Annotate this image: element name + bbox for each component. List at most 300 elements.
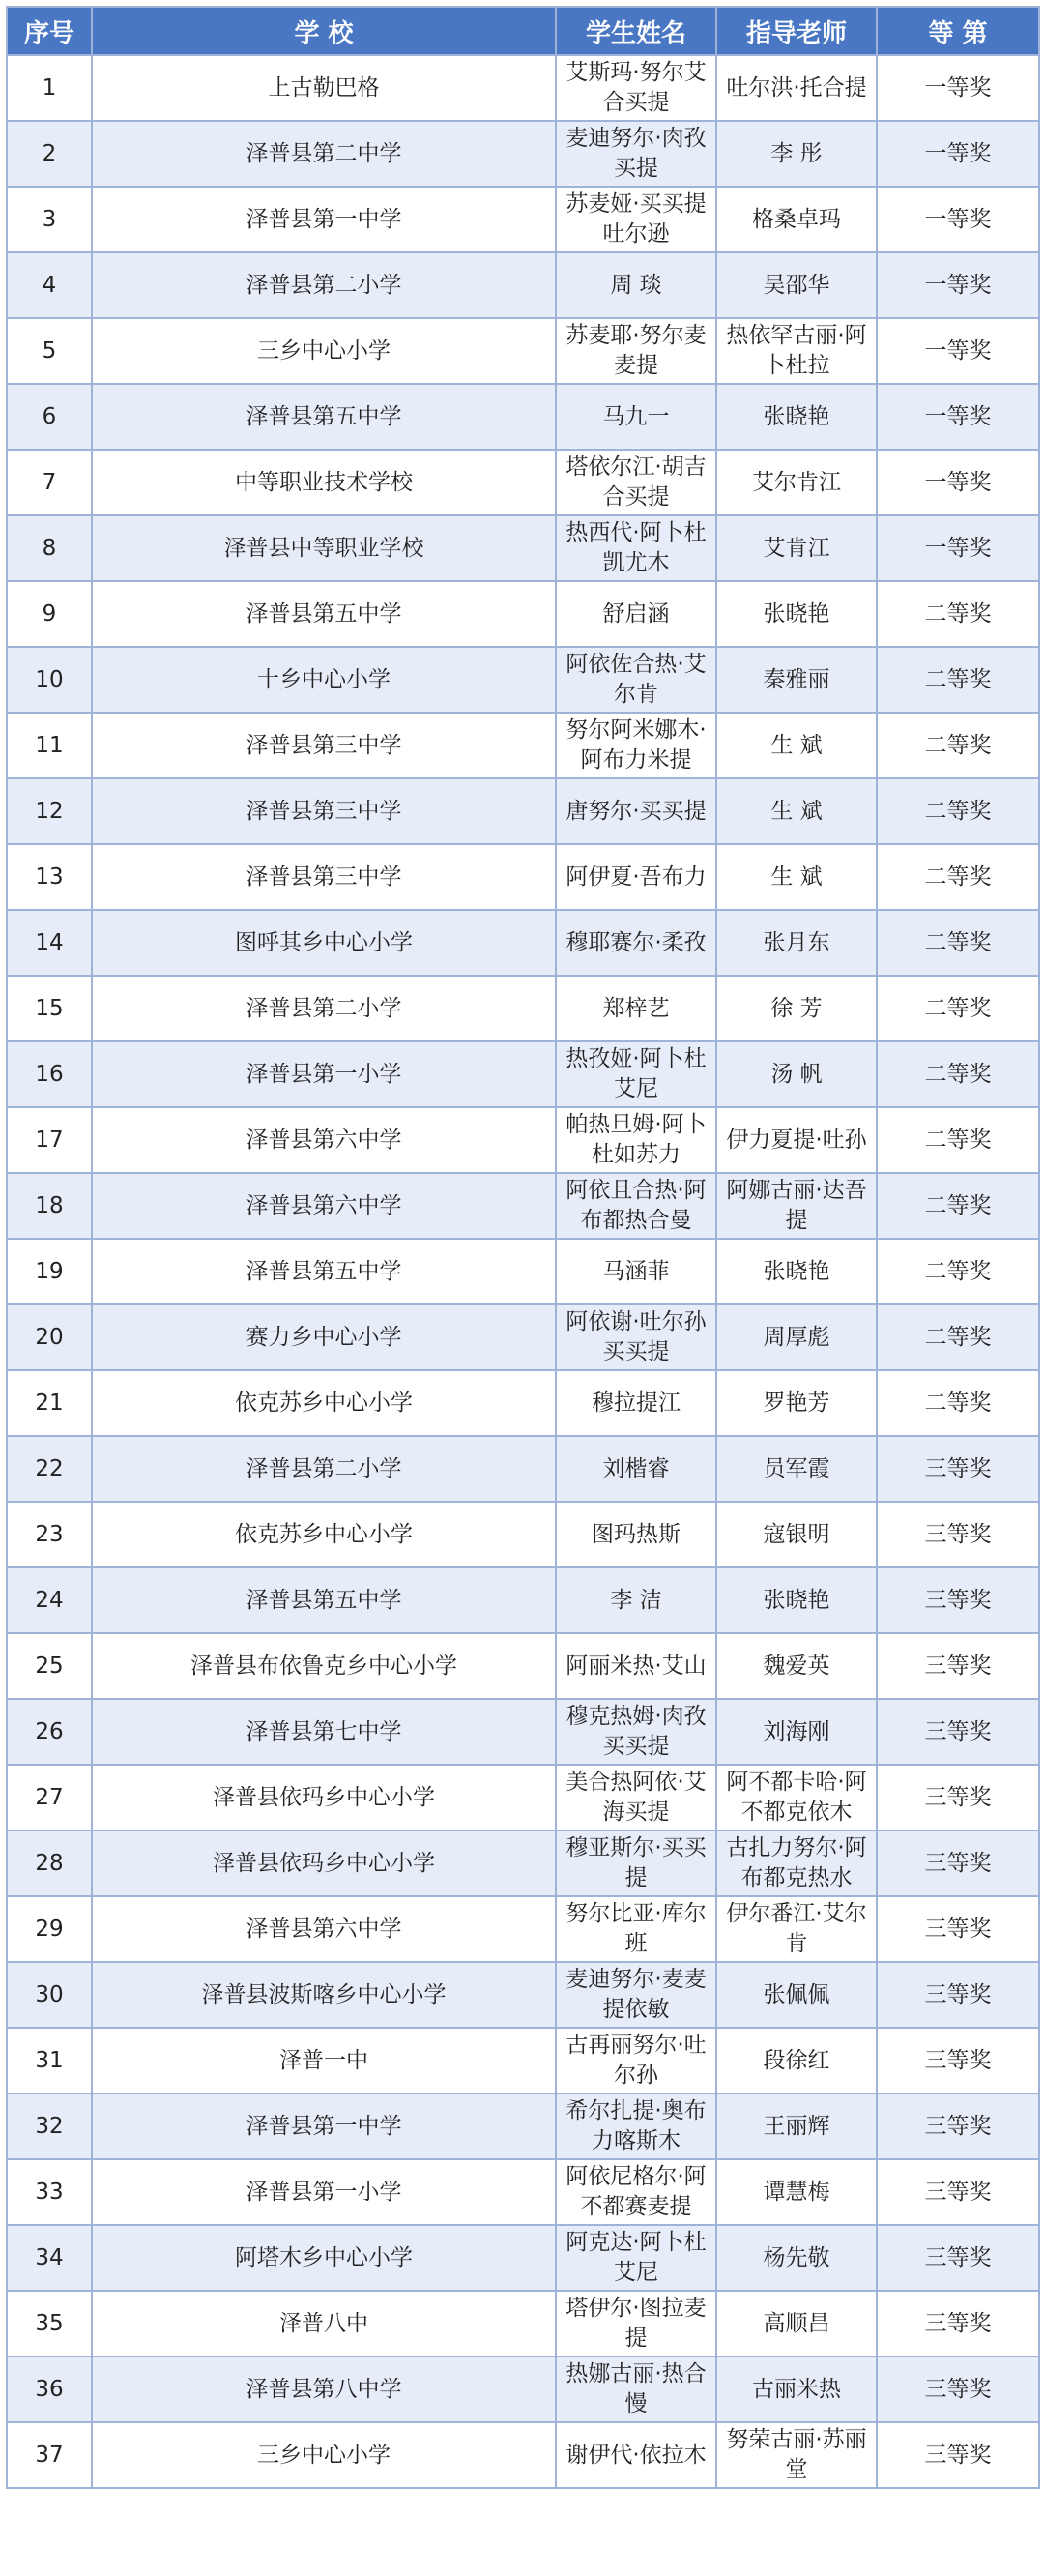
cell-teacher bbox=[716, 1765, 877, 1830]
cell-student-name-text: 阿伊夏·吾布力 bbox=[566, 864, 707, 890]
cell-teacher-text: 李 彤 bbox=[770, 140, 823, 166]
cell-school-text: 泽普县第二小学 bbox=[246, 1455, 402, 1481]
cell-grade bbox=[877, 1699, 1039, 1765]
cell-grade-text: 三等奖 bbox=[924, 1850, 992, 1876]
cell-number bbox=[7, 2093, 92, 2159]
cell-school bbox=[92, 1699, 556, 1765]
table-body bbox=[7, 55, 1039, 2488]
cell-grade bbox=[877, 2225, 1039, 2291]
cell-number bbox=[7, 121, 92, 187]
cell-number-text: 23 bbox=[35, 1521, 64, 1547]
cell-student-name bbox=[556, 976, 716, 1041]
cell-school bbox=[92, 384, 556, 450]
cell-teacher-text: 阿不都卡哈·阿不都克依木 bbox=[726, 1770, 867, 1825]
cell-school bbox=[92, 252, 556, 318]
cell-teacher bbox=[716, 450, 877, 515]
cell-number-text: 15 bbox=[35, 995, 64, 1021]
cell-teacher-text: 谭慧梅 bbox=[763, 2179, 830, 2205]
table-row bbox=[7, 252, 1039, 318]
cell-student-name-text: 穆拉提江 bbox=[592, 1390, 681, 1416]
cell-student-name-text: 阿克达·阿卜杜艾尼 bbox=[566, 2230, 707, 2285]
cell-grade bbox=[877, 976, 1039, 1041]
cell-number-text: 35 bbox=[35, 2310, 64, 2336]
cell-school-text: 图呼其乡中心小学 bbox=[235, 929, 413, 955]
cell-school bbox=[92, 515, 556, 581]
cell-student-name-text: 麦迪努尔·肉孜买提 bbox=[566, 126, 707, 181]
cell-number-text: 3 bbox=[42, 206, 57, 232]
cell-school-text: 泽普县依玛乡中心小学 bbox=[213, 1850, 435, 1876]
cell-grade bbox=[877, 2291, 1039, 2356]
cell-student-name-text: 热孜娅·阿卜杜艾尼 bbox=[566, 1046, 707, 1101]
table-row bbox=[7, 910, 1039, 976]
table-row bbox=[7, 121, 1039, 187]
cell-school-text: 泽普县第一中学 bbox=[246, 206, 402, 232]
table-row bbox=[7, 1765, 1039, 1830]
cell-student-name-text: 热娜古丽·热合慢 bbox=[566, 2361, 707, 2416]
cell-teacher-text: 伊尔番江·艾尔肯 bbox=[726, 1901, 867, 1956]
cell-school-text: 泽普县第五中学 bbox=[246, 600, 402, 627]
cell-student-name bbox=[556, 1436, 716, 1502]
cell-number-text: 27 bbox=[35, 1784, 64, 1810]
cell-grade-text: 二等奖 bbox=[924, 1192, 992, 1218]
cell-school-text: 泽普县第六中学 bbox=[246, 1127, 402, 1153]
cell-school bbox=[92, 1436, 556, 1502]
cell-student-name-text: 努尔比亚·库尔班 bbox=[566, 1901, 707, 1956]
cell-grade-text: 二等奖 bbox=[924, 732, 992, 758]
cell-grade bbox=[877, 2422, 1039, 2488]
cell-school bbox=[92, 1962, 556, 2028]
cell-grade-text: 三等奖 bbox=[924, 2047, 992, 2073]
cell-school-text: 泽普县第一中学 bbox=[246, 2113, 402, 2139]
cell-student-name bbox=[556, 1239, 716, 1304]
cell-grade bbox=[877, 1896, 1039, 1962]
cell-student-name bbox=[556, 450, 716, 515]
cell-number-text: 21 bbox=[35, 1390, 64, 1416]
cell-number bbox=[7, 2028, 92, 2093]
cell-grade-text: 二等奖 bbox=[924, 600, 992, 627]
cell-teacher bbox=[716, 844, 877, 910]
table-row bbox=[7, 1830, 1039, 1896]
cell-grade-text: 二等奖 bbox=[924, 666, 992, 692]
cell-grade-text: 一等奖 bbox=[924, 272, 992, 298]
cell-student-name bbox=[556, 1567, 716, 1633]
cell-grade-text: 二等奖 bbox=[924, 864, 992, 890]
table-row bbox=[7, 844, 1039, 910]
cell-school-text: 泽普县第一小学 bbox=[246, 1061, 402, 1087]
cell-grade bbox=[877, 2159, 1039, 2225]
cell-teacher bbox=[716, 384, 877, 450]
cell-number bbox=[7, 647, 92, 713]
cell-number-text: 34 bbox=[35, 2244, 64, 2270]
cell-number bbox=[7, 1370, 92, 1436]
award-table bbox=[6, 6, 1040, 2489]
cell-grade bbox=[877, 1436, 1039, 1502]
cell-student-name-text: 唐努尔·买买提 bbox=[566, 798, 707, 824]
cell-student-name bbox=[556, 1896, 716, 1962]
cell-school bbox=[92, 2291, 556, 2356]
cell-school-text: 泽普县第五中学 bbox=[246, 403, 402, 429]
cell-grade-text: 三等奖 bbox=[924, 2113, 992, 2139]
cell-number-text: 28 bbox=[35, 1850, 64, 1876]
cell-student-name bbox=[556, 2093, 716, 2159]
cell-number-text: 33 bbox=[35, 2179, 64, 2205]
cell-grade-text: 一等奖 bbox=[924, 469, 992, 495]
cell-number bbox=[7, 1567, 92, 1633]
cell-school-text: 泽普县第三中学 bbox=[246, 864, 402, 890]
cell-number-text: 19 bbox=[35, 1258, 64, 1284]
cell-school-text: 泽普县第八中学 bbox=[246, 2376, 402, 2402]
cell-grade bbox=[877, 581, 1039, 647]
cell-school bbox=[92, 1304, 556, 1370]
cell-teacher bbox=[716, 252, 877, 318]
cell-student-name-text: 帕热旦姆·阿卜杜如苏力 bbox=[566, 1112, 707, 1167]
award-list bbox=[6, 6, 1038, 2489]
cell-grade-text: 三等奖 bbox=[924, 1587, 992, 1613]
table-row bbox=[7, 2422, 1039, 2488]
cell-number-text: 31 bbox=[35, 2047, 64, 2073]
table-row bbox=[7, 1173, 1039, 1239]
cell-number-text: 32 bbox=[35, 2113, 64, 2139]
table-row bbox=[7, 2028, 1039, 2093]
cell-student-name bbox=[556, 2225, 716, 2291]
cell-student-name-text: 苏麦耶·努尔麦麦提 bbox=[566, 323, 707, 378]
table-row bbox=[7, 1436, 1039, 1502]
cell-grade-text: 二等奖 bbox=[924, 1061, 992, 1087]
cell-school bbox=[92, 2225, 556, 2291]
cell-student-name bbox=[556, 1962, 716, 2028]
cell-school bbox=[92, 318, 556, 384]
cell-grade-text: 三等奖 bbox=[924, 2376, 992, 2402]
header-teacher: 指导老师 bbox=[716, 7, 877, 55]
table-row bbox=[7, 384, 1039, 450]
cell-school-text: 赛力乡中心小学 bbox=[246, 1324, 402, 1350]
cell-student-name bbox=[556, 2159, 716, 2225]
cell-school bbox=[92, 1107, 556, 1173]
cell-number-text: 7 bbox=[42, 469, 57, 495]
cell-teacher bbox=[716, 2093, 877, 2159]
cell-school-text: 泽普县第三中学 bbox=[246, 732, 402, 758]
cell-school bbox=[92, 976, 556, 1041]
table-row bbox=[7, 450, 1039, 515]
table-row bbox=[7, 581, 1039, 647]
cell-number bbox=[7, 1041, 92, 1107]
cell-teacher-text: 张晓艳 bbox=[763, 1587, 830, 1613]
cell-number-text: 8 bbox=[42, 535, 57, 561]
cell-student-name-text: 阿依且合热·阿布都热合曼 bbox=[566, 1178, 707, 1233]
cell-school-text: 泽普县第五中学 bbox=[246, 1258, 402, 1284]
cell-teacher-text: 吴邵华 bbox=[763, 272, 830, 298]
cell-student-name-text: 舒启涵 bbox=[602, 600, 670, 627]
cell-student-name bbox=[556, 55, 716, 121]
cell-student-name bbox=[556, 1370, 716, 1436]
cell-school-text: 泽普县布依鲁克乡中心小学 bbox=[190, 1653, 457, 1679]
cell-teacher-text: 格桑卓玛 bbox=[752, 206, 841, 232]
cell-number bbox=[7, 1502, 92, 1567]
cell-school bbox=[92, 1370, 556, 1436]
cell-teacher bbox=[716, 1173, 877, 1239]
cell-teacher bbox=[716, 1502, 877, 1567]
cell-teacher bbox=[716, 515, 877, 581]
cell-school bbox=[92, 1173, 556, 1239]
cell-school-text: 泽普一中 bbox=[279, 2047, 368, 2073]
cell-grade bbox=[877, 844, 1039, 910]
cell-teacher bbox=[716, 647, 877, 713]
cell-teacher bbox=[716, 1436, 877, 1502]
table-row bbox=[7, 1304, 1039, 1370]
cell-grade-text: 三等奖 bbox=[924, 1718, 992, 1744]
cell-grade-text: 三等奖 bbox=[924, 1521, 992, 1547]
cell-grade bbox=[877, 2093, 1039, 2159]
cell-student-name bbox=[556, 1304, 716, 1370]
cell-teacher-text: 王丽辉 bbox=[763, 2113, 830, 2139]
cell-teacher-text: 张晓艳 bbox=[763, 600, 830, 627]
cell-student-name bbox=[556, 252, 716, 318]
cell-number bbox=[7, 2225, 92, 2291]
cell-student-name bbox=[556, 844, 716, 910]
cell-grade bbox=[877, 1370, 1039, 1436]
cell-number-text: 30 bbox=[35, 1981, 64, 2007]
table-row bbox=[7, 778, 1039, 844]
cell-grade-text: 三等奖 bbox=[924, 1784, 992, 1810]
cell-student-name-text: 图玛热斯 bbox=[592, 1521, 681, 1547]
cell-number bbox=[7, 713, 92, 778]
cell-student-name-text: 希尔扎提·奥布力喀斯木 bbox=[566, 2098, 707, 2153]
cell-student-name bbox=[556, 121, 716, 187]
cell-school bbox=[92, 844, 556, 910]
cell-school bbox=[92, 187, 556, 252]
cell-number bbox=[7, 1107, 92, 1173]
cell-teacher-text: 阿娜古丽·达吾提 bbox=[726, 1178, 867, 1233]
cell-school-text: 泽普县第六中学 bbox=[246, 1192, 402, 1218]
cell-teacher bbox=[716, 1107, 877, 1173]
cell-number bbox=[7, 318, 92, 384]
cell-student-name-text: 阿依佐合热·艾尔肯 bbox=[566, 652, 707, 707]
header-row bbox=[7, 7, 1039, 55]
cell-student-name bbox=[556, 515, 716, 581]
cell-student-name-text: 马涵菲 bbox=[602, 1258, 670, 1284]
cell-school bbox=[92, 581, 556, 647]
table-row bbox=[7, 1107, 1039, 1173]
table-row bbox=[7, 647, 1039, 713]
cell-number bbox=[7, 384, 92, 450]
cell-student-name bbox=[556, 1633, 716, 1699]
cell-student-name bbox=[556, 1173, 716, 1239]
cell-teacher bbox=[716, 713, 877, 778]
cell-teacher-text: 张晓艳 bbox=[763, 1258, 830, 1284]
table-row bbox=[7, 1699, 1039, 1765]
cell-student-name-text: 刘楷睿 bbox=[602, 1455, 670, 1481]
cell-grade-text: 二等奖 bbox=[924, 798, 992, 824]
cell-student-name-text: 努尔阿米娜木·阿布力米提 bbox=[566, 717, 707, 773]
cell-grade-text: 二等奖 bbox=[924, 1390, 992, 1416]
header-student: 学生姓名 bbox=[556, 7, 716, 55]
cell-teacher-text: 古丽米热 bbox=[752, 2376, 841, 2402]
table-row bbox=[7, 976, 1039, 1041]
cell-teacher-text: 伊力夏提·吐孙 bbox=[726, 1127, 867, 1153]
cell-number bbox=[7, 2159, 92, 2225]
cell-number-text: 6 bbox=[42, 403, 57, 429]
cell-student-name-text: 阿依谢·吐尔孙买买提 bbox=[566, 1309, 707, 1364]
table-row bbox=[7, 2159, 1039, 2225]
cell-number-text: 17 bbox=[35, 1127, 64, 1153]
cell-teacher bbox=[716, 1896, 877, 1962]
cell-student-name bbox=[556, 581, 716, 647]
cell-school bbox=[92, 450, 556, 515]
cell-number bbox=[7, 187, 92, 252]
cell-number bbox=[7, 1173, 92, 1239]
cell-school-text: 中等职业技术学校 bbox=[235, 469, 413, 495]
cell-school-text: 依克苏乡中心小学 bbox=[235, 1390, 413, 1416]
cell-student-name-text: 阿丽米热·艾山 bbox=[566, 1653, 707, 1679]
cell-teacher-text: 汤 帆 bbox=[770, 1061, 823, 1087]
cell-teacher bbox=[716, 2028, 877, 2093]
cell-teacher-text: 周厚彪 bbox=[763, 1324, 830, 1350]
cell-teacher bbox=[716, 581, 877, 647]
cell-student-name-text: 美合热阿依·艾海买提 bbox=[566, 1770, 707, 1825]
cell-school bbox=[92, 647, 556, 713]
cell-student-name bbox=[556, 713, 716, 778]
cell-school-text: 泽普县第五中学 bbox=[246, 1587, 402, 1613]
cell-student-name-text: 穆亚斯尔·买买提 bbox=[566, 1835, 707, 1890]
cell-school-text: 泽普八中 bbox=[279, 2310, 368, 2336]
cell-student-name bbox=[556, 1107, 716, 1173]
cell-teacher-text: 生 斌 bbox=[770, 798, 823, 824]
table-row bbox=[7, 1370, 1039, 1436]
cell-grade bbox=[877, 1765, 1039, 1830]
cell-number-text: 2 bbox=[42, 140, 57, 166]
cell-grade bbox=[877, 252, 1039, 318]
cell-school-text: 泽普县第六中学 bbox=[246, 1916, 402, 1942]
cell-number-text: 11 bbox=[35, 732, 64, 758]
cell-number bbox=[7, 1633, 92, 1699]
cell-teacher bbox=[716, 1567, 877, 1633]
cell-school bbox=[92, 910, 556, 976]
cell-student-name-text: 古再丽努尔·吐尔孙 bbox=[566, 2033, 707, 2088]
cell-grade bbox=[877, 1173, 1039, 1239]
cell-school-text: 泽普县第二小学 bbox=[246, 995, 402, 1021]
cell-teacher bbox=[716, 1239, 877, 1304]
cell-student-name-text: 艾斯玛·努尔艾合买提 bbox=[566, 60, 707, 115]
cell-teacher bbox=[716, 121, 877, 187]
cell-grade bbox=[877, 121, 1039, 187]
cell-teacher-text: 艾肯江 bbox=[763, 535, 830, 561]
cell-student-name bbox=[556, 2356, 716, 2422]
cell-teacher-text: 罗艳芳 bbox=[763, 1390, 830, 1416]
cell-teacher bbox=[716, 2225, 877, 2291]
cell-grade-text: 一等奖 bbox=[924, 337, 992, 364]
cell-school bbox=[92, 2159, 556, 2225]
cell-school bbox=[92, 1567, 556, 1633]
cell-grade-text: 三等奖 bbox=[924, 2442, 992, 2468]
cell-number-text: 1 bbox=[42, 74, 57, 101]
cell-grade bbox=[877, 2356, 1039, 2422]
cell-grade bbox=[877, 187, 1039, 252]
cell-number-text: 29 bbox=[35, 1916, 64, 1942]
cell-teacher bbox=[716, 1699, 877, 1765]
cell-school bbox=[92, 2028, 556, 2093]
cell-grade bbox=[877, 1304, 1039, 1370]
cell-school-text: 上古勒巴格 bbox=[268, 74, 380, 101]
cell-school bbox=[92, 2422, 556, 2488]
cell-grade-text: 三等奖 bbox=[924, 1455, 992, 1481]
cell-grade bbox=[877, 1567, 1039, 1633]
cell-student-name-text: 麦迪努尔·麦麦提依敏 bbox=[566, 1967, 707, 2022]
cell-school bbox=[92, 1830, 556, 1896]
cell-number-text: 13 bbox=[35, 864, 64, 890]
cell-number bbox=[7, 844, 92, 910]
cell-teacher bbox=[716, 1633, 877, 1699]
cell-student-name-text: 热西代·阿卜杜凯尤木 bbox=[566, 520, 707, 575]
cell-school-text: 三乡中心小学 bbox=[257, 337, 391, 364]
table-row bbox=[7, 2291, 1039, 2356]
table-row bbox=[7, 1567, 1039, 1633]
cell-number bbox=[7, 252, 92, 318]
cell-teacher-text: 古扎力努尔·阿布都克热水 bbox=[726, 1835, 867, 1890]
cell-teacher-text: 生 斌 bbox=[770, 732, 823, 758]
cell-school bbox=[92, 1502, 556, 1567]
cell-teacher bbox=[716, 976, 877, 1041]
cell-number-text: 22 bbox=[35, 1455, 64, 1481]
cell-number bbox=[7, 55, 92, 121]
cell-student-name-text: 苏麦娅·买买提吐尔逊 bbox=[566, 191, 707, 247]
cell-grade bbox=[877, 384, 1039, 450]
cell-grade bbox=[877, 1502, 1039, 1567]
cell-student-name-text: 周 琰 bbox=[610, 272, 662, 298]
cell-number-text: 25 bbox=[35, 1653, 64, 1679]
cell-grade-text: 一等奖 bbox=[924, 535, 992, 561]
cell-student-name bbox=[556, 1041, 716, 1107]
cell-number-text: 10 bbox=[35, 666, 64, 692]
cell-student-name bbox=[556, 384, 716, 450]
cell-teacher bbox=[716, 2422, 877, 2488]
cell-teacher-text: 员军霞 bbox=[763, 1455, 830, 1481]
cell-grade-text: 二等奖 bbox=[924, 995, 992, 1021]
cell-teacher bbox=[716, 2291, 877, 2356]
cell-grade bbox=[877, 1239, 1039, 1304]
cell-number-text: 5 bbox=[42, 337, 57, 364]
cell-number bbox=[7, 2356, 92, 2422]
cell-school bbox=[92, 55, 556, 121]
cell-grade bbox=[877, 1830, 1039, 1896]
cell-student-name bbox=[556, 1765, 716, 1830]
table-row bbox=[7, 2093, 1039, 2159]
cell-teacher bbox=[716, 55, 877, 121]
cell-grade bbox=[877, 1633, 1039, 1699]
cell-grade bbox=[877, 55, 1039, 121]
table-row bbox=[7, 2225, 1039, 2291]
cell-school bbox=[92, 121, 556, 187]
header-number: 序号 bbox=[7, 7, 92, 55]
cell-grade-text: 三等奖 bbox=[924, 1653, 992, 1679]
cell-school-text: 泽普县第二中学 bbox=[246, 140, 402, 166]
cell-grade bbox=[877, 778, 1039, 844]
cell-grade-text: 一等奖 bbox=[924, 140, 992, 166]
cell-school-text: 泽普县第一小学 bbox=[246, 2179, 402, 2205]
table-row bbox=[7, 1239, 1039, 1304]
cell-teacher bbox=[716, 1304, 877, 1370]
cell-number bbox=[7, 1304, 92, 1370]
cell-number-text: 24 bbox=[35, 1587, 64, 1613]
cell-school bbox=[92, 713, 556, 778]
cell-student-name-text: 马九一 bbox=[602, 403, 670, 429]
cell-teacher-text: 寇银明 bbox=[763, 1521, 830, 1547]
cell-teacher-text: 高顺昌 bbox=[763, 2310, 830, 2336]
cell-student-name bbox=[556, 1699, 716, 1765]
cell-teacher-text: 杨先敬 bbox=[763, 2244, 830, 2270]
cell-student-name-text: 塔伊尔·图拉麦提 bbox=[566, 2296, 707, 2351]
cell-grade-text: 二等奖 bbox=[924, 1127, 992, 1153]
table-row bbox=[7, 1633, 1039, 1699]
